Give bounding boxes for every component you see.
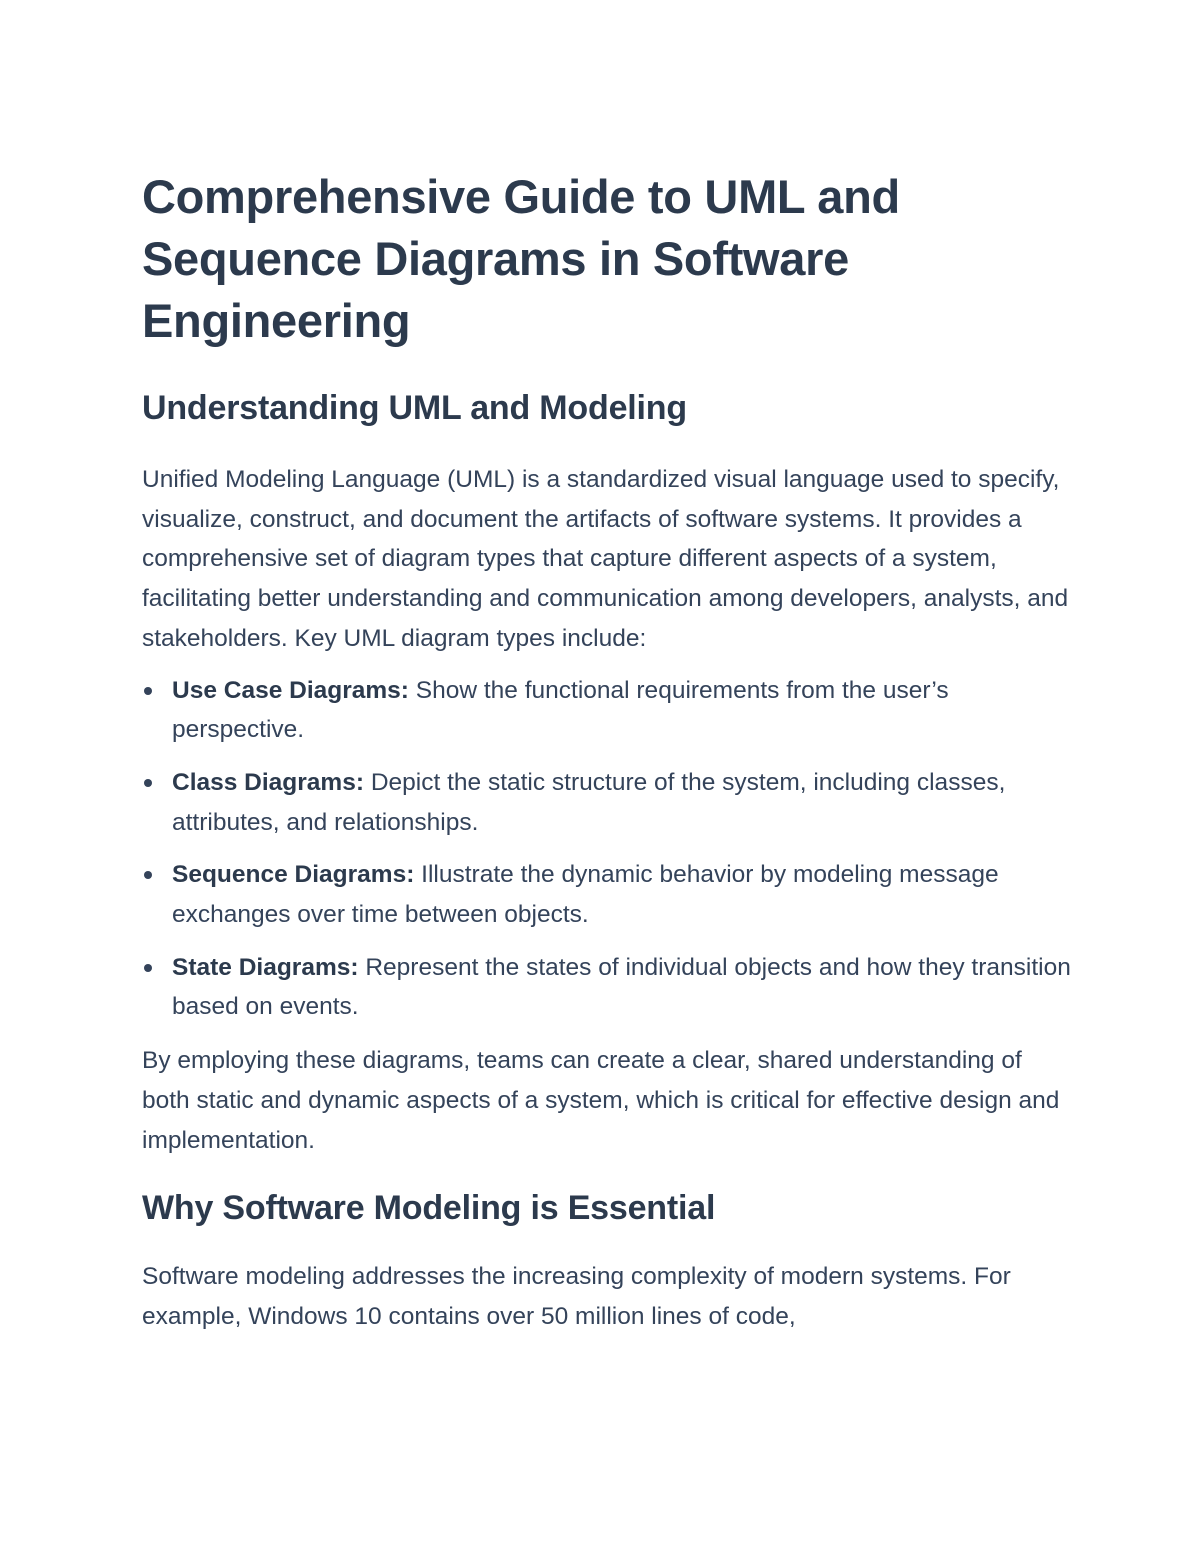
- list-item-sequence: [142, 855, 1072, 934]
- list-item-term: Use Case Diagrams:: [172, 676, 409, 704]
- list-item-class: [142, 763, 1072, 842]
- paragraph-uml-intro: Unified Modeling Language (UML) is a standardized visual language used to specify, visualize, construct, and document the artifacts of software systems. It provides a comprehensive set of diagram types that capture different aspects of a system, facilitating better understanding and communication among developers, analysts, and stakeholders. Key UML diagram types include:: [142, 466, 1069, 652]
- page-title: Comprehensive Guide to UML and Sequence Diagrams in Software Engineering: [142, 170, 900, 347]
- bullet-icon: [144, 687, 152, 695]
- paragraph-uml-outro: By employing these diagrams, teams can create a clear, shared understanding of both static and dynamic aspects of a system, which is critical for effective design and implementation.: [142, 1047, 1060, 1154]
- bullet-icon: [144, 964, 152, 972]
- list-item-state: [142, 948, 1072, 1027]
- list-item-text: Illustrate the dynamic behavior by modeling message exchanges over time between objects.: [172, 861, 999, 929]
- list-item-text: Show the functional requirements from the user’s perspective.: [172, 676, 949, 744]
- list-item-use-case: [142, 671, 1072, 750]
- list-item-term: Sequence Diagrams:: [172, 861, 415, 889]
- uml-diagram-types-list: [142, 671, 1072, 1028]
- list-item-text: Depict the static structure of the system, including classes, attributes, and relationships.: [172, 768, 1006, 836]
- section-heading-understanding-uml: Understanding UML and Modeling: [142, 389, 687, 427]
- bullet-icon: [144, 779, 152, 787]
- document-page: [142, 166, 1072, 1337]
- list-item-text: Represent the states of individual objects and how they transition based on events.: [172, 953, 1071, 1021]
- bullet-icon: [144, 871, 152, 879]
- section-heading-why-modeling: Why Software Modeling is Essential: [142, 1189, 716, 1228]
- list-item-term: Class Diagrams:: [172, 768, 365, 796]
- list-item-term: State Diagrams:: [172, 953, 359, 981]
- paragraph-modeling-intro: Software modeling addresses the increasing complexity of modern systems. For example, Windows 10 contains over 50 million lines of code,: [142, 1263, 1011, 1330]
